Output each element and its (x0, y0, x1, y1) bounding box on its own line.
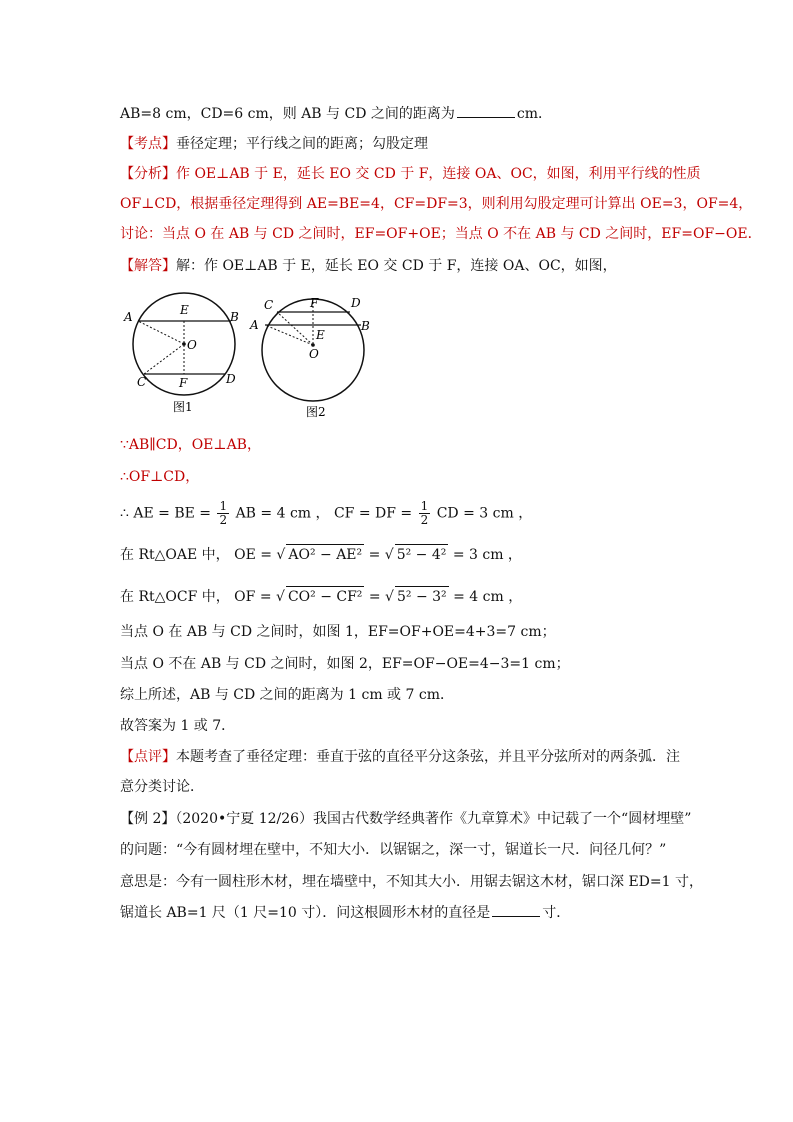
dianping-line-2: 意分类讨论． (120, 779, 204, 795)
step-4-sqrt-2: 5² − 4² (395, 544, 449, 565)
example-2-line-2: 的问题：“今有圆材埋在壁中，不知大小．以锯锯之，深一寸，锯道长一尺．问径几何？” (120, 842, 667, 858)
answer-blank-2 (492, 904, 540, 917)
step-6: 当点 O 在 AB 与 CD 之间时，如图 1，EF=OF+OE=4+3=7 cm； (120, 624, 556, 640)
problem-text: AB=8 cm，CD=6 cm，则 AB 与 CD 之间的距离为 (120, 106, 455, 122)
step-3-part-b: AB = 4 cm ， CF = DF = (235, 505, 413, 522)
fig1-label-e: E (180, 303, 189, 317)
fenxi-text-1: 作 OE⊥AB 于 E，延长 EO 交 CD 于 F，连接 OA、OC，如图，利用平行线的性质 (176, 166, 701, 182)
step-4-sqrt-1: AO² − AE² (286, 544, 364, 565)
problem-unit: cm． (516, 106, 553, 122)
fig1-label-b: B (230, 310, 239, 324)
fenxi-line-1 (120, 164, 701, 184)
fig1-caption: 图1 (173, 400, 193, 414)
step-3-part-c: CD = 3 cm ， (436, 505, 533, 522)
figure-2 (243, 292, 383, 422)
step-5: 在 Rt△OCF 中， OF = √ CO² − CF² = √ 5² − 3² = 4 cm ， (120, 586, 522, 607)
step-4: 在 Rt△OAE 中， OE = √ AO² − AE² = √ 5² − 4² = 3 cm ， (120, 544, 522, 565)
step-3-part-a: ∴ AE = BE = (120, 505, 212, 522)
fig1-label-o: O (187, 338, 197, 352)
fig1-center (182, 342, 186, 346)
fenxi-line-2: OF⊥CD，根据垂径定理得到 AE=BE=4，CF=DF=3，则利用勾股定理可计算出 OE=3，OF=4， (120, 196, 753, 212)
kaodian-line (120, 134, 428, 154)
example-2-tag: 【例 2】 (120, 811, 176, 827)
fig1-label-a: A (124, 310, 133, 324)
fig1-oc (144, 344, 184, 374)
kaodian-text: 垂径定理；平行线之间的距离；勾股定理 (176, 136, 428, 152)
example-2-line-3: 意思是：今有一圆柱形木材，埋在墙壁中，不知其大小．用锯去锯这木材，锯口深 ED=1 寸， (120, 874, 703, 890)
fig2-label-d: D (351, 296, 361, 310)
fig2-oa (265, 325, 313, 345)
step-5-eq: = (368, 589, 381, 605)
fig2-label-a: A (250, 318, 259, 332)
example-2-line-1 (120, 809, 691, 829)
jieda-tag: 【解答】 (120, 258, 176, 274)
fenxi-line-3: 讨论：当点 O 在 AB 与 CD 之间时，EF=OF+OE；当点 O 不在 AB 与 CD 之间时，EF=OF−OE． (120, 226, 762, 242)
dianping-text-1: 本题考查了垂径定理：垂直于弦的直径平分这条弦，并且平分弦所对的两条弧．注 (176, 749, 680, 765)
fraction-half-2 (419, 500, 431, 527)
step-3 (120, 499, 533, 527)
fig2-label-f: F (310, 296, 319, 310)
fig2-label-e: E (316, 328, 325, 342)
kaodian-tag: 【考点】 (120, 136, 176, 152)
fig2-label-b: B (361, 319, 370, 333)
step-2: ∴OF⊥CD， (120, 469, 200, 485)
step-5-part-a: 在 Rt△OCF 中， OF = (120, 589, 272, 605)
fig1-label-d: D (226, 372, 236, 386)
frac-num-2: 1 (420, 499, 429, 513)
figure-1 (118, 288, 248, 418)
fenxi-tag: 【分析】 (120, 166, 176, 182)
fig1-oa (138, 321, 184, 344)
example-2-unit: 寸． (542, 905, 571, 921)
step-7: 当点 O 不在 AB 与 CD 之间时，如图 2，EF=OF−OE=4−3=1 cm； (120, 656, 570, 672)
fig2-label-c: C (264, 298, 274, 312)
step-4-part-a: 在 Rt△OAE 中， OE = (120, 547, 272, 563)
step-1: ∵AB∥CD，OE⊥AB， (120, 437, 261, 453)
example-2-text-1: （2020•宁夏 12/26）我国古代数学经典著作《九章算术》中记载了一个“圆材埋壁” (175, 811, 692, 827)
step-5-sqrt-2: 5² − 3² (395, 586, 449, 607)
problem-line (120, 104, 552, 124)
fig1-label-f: F (179, 376, 188, 390)
example-2-line-4 (120, 903, 570, 923)
fig1-label-c: C (137, 375, 147, 389)
step-9: 故答案为 1 或 7． (120, 718, 236, 734)
fig2-oc (277, 312, 313, 345)
dianping-line-1 (120, 747, 680, 767)
jieda-line (120, 256, 617, 276)
fraction-half-1 (217, 500, 229, 527)
step-4-part-b: = 3 cm ， (452, 547, 522, 563)
fig2-caption: 图2 (306, 405, 326, 419)
fig2-label-o: O (309, 347, 319, 361)
frac-den-1: 2 (219, 513, 228, 527)
jieda-text: 解：作 OE⊥AB 于 E，延长 EO 交 CD 于 F，连接 OA、OC，如图， (176, 258, 617, 274)
frac-num-1: 1 (219, 499, 228, 513)
example-2-text-4: 锯道长 AB=1 尺（1 尺=10 寸）．问这根圆形木材的直径是 (120, 905, 491, 921)
step-5-sqrt-1: CO² − CF² (286, 586, 364, 607)
step-5-part-b: = 4 cm ， (453, 589, 523, 605)
step-4-eq: = (368, 547, 381, 563)
frac-den-2: 2 (420, 513, 429, 527)
step-8: 综上所述，AB 与 CD 之间的距离为 1 cm 或 7 cm． (120, 687, 454, 703)
dianping-tag: 【点评】 (120, 749, 176, 765)
answer-blank (457, 105, 515, 118)
